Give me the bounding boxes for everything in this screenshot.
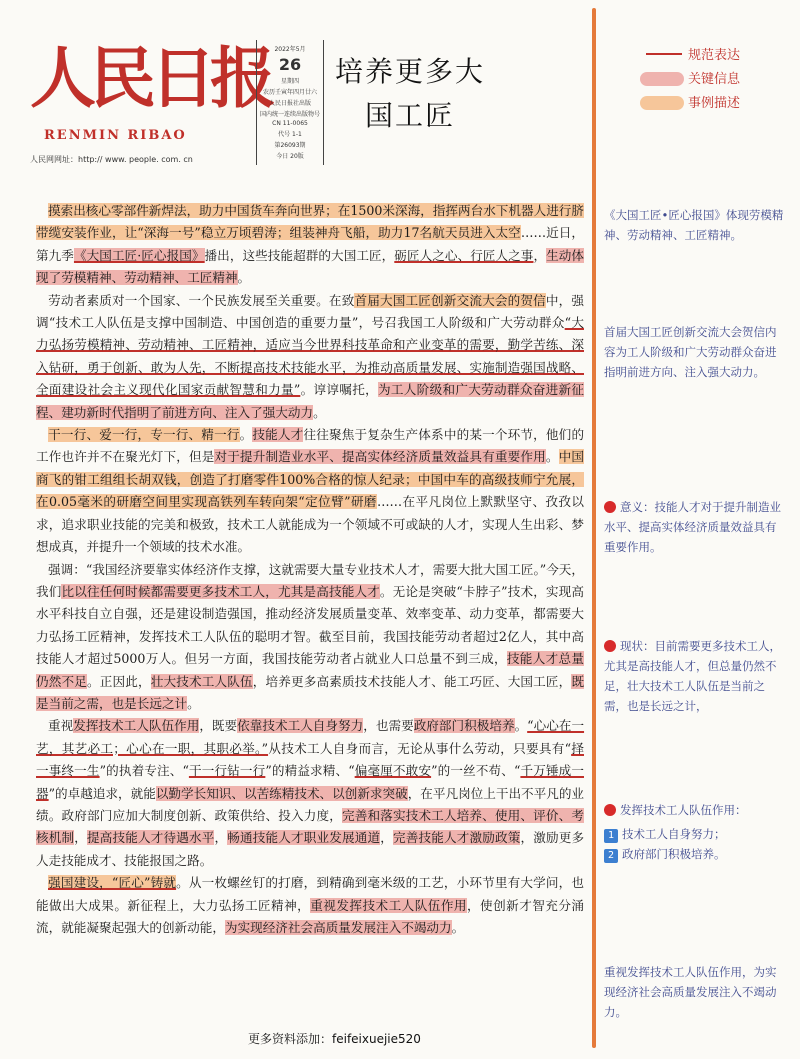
- note-1: 《大国工匠•匠心报国》体现劳模精神、劳动精神、工匠精神。: [604, 208, 784, 242]
- red-dot-icon: [604, 501, 616, 513]
- legend-row-key: [640, 66, 790, 90]
- text-span: ，: [380, 830, 393, 846]
- text-span: 。: [313, 404, 326, 420]
- text-span: ”的一丝不苟、“: [431, 763, 521, 779]
- text-span: 。从一枚螺丝钉的打磨，到精确到毫米级的工艺，小环节里有大学问，也能做出大成果。新征程上，大力弘扬工匠精神，: [36, 875, 584, 913]
- note-4: [604, 636, 784, 716]
- legend-row-rule: [640, 42, 790, 66]
- text-span: 中，强调“技术工人队伍是支撑中国制造、中国创造的重要力量”，号召我国工人阶级和广大劳动群众: [36, 292, 585, 331]
- key-highlight: 为实现经济社会高质量发展注入不竭动力: [224, 920, 452, 935]
- text-span: 。: [187, 695, 200, 711]
- text-span: ，培养更多高素质技术技能人才、能工巧匠、大国工匠，: [252, 673, 572, 689]
- fact-highlight: 干一行、爱一行，专一行、精一行: [48, 427, 240, 443]
- note-5: [604, 800, 784, 864]
- logo-subtitle: RENMIN RIBAO: [44, 128, 187, 143]
- note-4-text: 现状：目前需要更多技术工人，尤其是高技能人才，但总量仍然不足，壮大技术工人队伍是当前之需，也是长远之计，: [604, 639, 781, 713]
- footer-contact: 更多资料添加：feifeixuejie520: [248, 1032, 421, 1046]
- masthead-day: 26: [278, 55, 302, 74]
- text-span: ，: [533, 247, 547, 263]
- text-span: 。正因此，: [87, 673, 151, 689]
- masthead-weekday: 星期四: [280, 78, 299, 85]
- fact-highlight: 强国建设，“匠心”铸就: [48, 875, 177, 891]
- paragraph-4: [36, 559, 584, 716]
- note-5-item-2-text: 政府部门积极培养。: [622, 847, 726, 861]
- note-5-heading: [604, 800, 784, 820]
- legend-text-key: 关键信息: [688, 72, 741, 87]
- red-dot-icon: [604, 804, 616, 816]
- paragraph-1: [36, 200, 584, 290]
- key-highlight: 技能人才: [252, 427, 304, 443]
- text-span: 重视: [48, 718, 74, 734]
- fact-highlight: 摸索出核心零部件新焊法，助力中国货车奔向世界；在1500米深海，指挥两台水下机器人进行脐带缆安装作业，让“深海一号”稳立万顷碧涛；组装神舟飞船，助力17名航天员进入太空: [36, 203, 584, 241]
- rule-underline: 千万锤成一器: [36, 763, 584, 801]
- masthead-serial: 国内统一连续出版物号: [259, 111, 320, 118]
- key-highlight: 发挥技术工人队伍作用: [73, 718, 200, 734]
- text-span: ，也需要: [363, 718, 414, 734]
- legend-text-fact: 事例描述: [688, 96, 741, 111]
- masthead-code: 代号 1-1: [278, 131, 302, 138]
- key-highlight: 为工人阶级和广大劳动群众奋进新征程、建功新时代指明了前进方向、注入了强大动力: [36, 382, 585, 420]
- note-6: 重视发挥技术工人队伍作用，为实现经济社会高质量发展注入不竭动力。: [604, 965, 777, 1019]
- note-5-text: 发挥技术工人队伍作用：: [620, 803, 747, 817]
- text-span: 播出，这些技能超群的大国工匠，: [204, 247, 395, 263]
- note-2: 首届大国工匠创新交流大会贺信内容为工人阶级和广大劳动群众奋进指明前进方向、注入强大动力。: [604, 325, 777, 379]
- key-highlight: 技能人才总量仍然不足: [36, 651, 584, 689]
- masthead-publisher: 人民日报社出版: [268, 100, 311, 107]
- rule-underline: 择一事终一生: [36, 740, 584, 779]
- text-span: ”的精益求精、“: [265, 763, 355, 779]
- legend: [640, 42, 790, 114]
- key-highlight: 比以往任何时候都需要更多技术工人，尤其是高技能人才: [61, 583, 380, 599]
- masthead-pages: 今日 20版: [276, 153, 304, 160]
- text-span: ，: [74, 830, 87, 846]
- text-span: 往往聚焦于复杂生产体系中的某一个环节，他们的工作也许并不在聚光灯下，但是: [36, 427, 585, 465]
- rule-underline: “大力弘扬劳模精神、劳动精神、工匠精神，适应当今世界科技革命和产业变革的需要，勤学苦练、深入钻研，勇于创新、敢为人先，不断提高技术技能水平，为推动高质量发展、实施制造强国战略、全面建设社会主义现代化国家贡献智慧和力量”: [36, 315, 584, 398]
- key-highlight: 完善技能人才激励政策: [392, 830, 521, 846]
- text-span: 。: [451, 920, 465, 935]
- key-highlight: 以勤学长知识、以苦练精技术、以创新求突破: [155, 785, 408, 801]
- legend-text-rule: 规范表达: [688, 48, 741, 63]
- number-one-icon: 1: [604, 829, 618, 843]
- fact-highlight: 首届大国工匠创新交流大会的贺信: [354, 292, 546, 308]
- newspaper-logo: [30, 38, 270, 168]
- legend-swatch-fact: [640, 96, 684, 110]
- text-span: ，: [214, 830, 228, 846]
- red-dot-icon: [604, 640, 616, 652]
- text-span: ……在平凡岗位上默默坚守、孜孜以求，追求职业技能的完美和极致，技术工人就能成为一个领域不可或缺的人才，实现人生出彩、梦想成真，并提升一个领域的技术水准。: [36, 494, 585, 555]
- rule-underline: “心心在一艺，其艺必工；心心在一职，其职必举。”: [36, 718, 585, 756]
- text-span: ，激励更多人走技能成才、技能报国之路。: [36, 830, 585, 868]
- note-5-item-1-text: 技术工人自身努力；: [622, 827, 726, 841]
- text-span: ”的执着专注、“: [99, 763, 189, 779]
- note-3: [604, 497, 784, 557]
- legend-swatch-key: [640, 72, 684, 86]
- key-highlight: 壮大技术工人队伍: [150, 673, 253, 689]
- paragraph-2: [36, 290, 584, 424]
- rule-underline: 砺匠人之心、行匠人之事: [394, 247, 534, 263]
- text-span: 。: [514, 718, 528, 734]
- legend-line-icon: [646, 53, 682, 55]
- masthead-info: [256, 40, 324, 165]
- paragraph-6: [36, 872, 584, 939]
- key-highlight: 完善和落实技术工人培养、使用、评价、考核机制: [36, 807, 585, 846]
- text-span: ，既要: [199, 718, 238, 734]
- masthead-date: 2022年5月: [274, 46, 306, 53]
- key-highlight: 重视发挥技术工人队伍作用: [310, 897, 467, 913]
- article-body: [36, 200, 584, 939]
- text-span: 强调：“我国经济要靠实体经济作支撑，这就需要大量专业技术人才，需要大批大国工匠。”今天，我们: [36, 561, 584, 599]
- text-span: ”的卓越追求，就能: [48, 785, 156, 801]
- text-span: ，使创新才智充分涌流，就能凝聚起强大的创新动能，: [36, 897, 585, 935]
- text-span: ，在平凡岗位上干出不平凡的业绩。政府部门应加大制度创新、政策供给、投入力度，: [36, 785, 585, 823]
- text-span: ……近日，第九季: [36, 225, 585, 263]
- key-highlight: 《大国工匠·匠心报国》: [73, 247, 205, 263]
- page-title: 培养更多大国工匠: [334, 55, 485, 132]
- text-span: 。谆谆嘱托，: [300, 382, 378, 398]
- note-3-text: 意义：技能人才对于提升制造业水平、提高实体经济质量效益具有重要作用。: [604, 500, 781, 554]
- text-span: 劳动者素质对一个国家、一个民族发展至关重要。在致: [48, 292, 355, 308]
- note-5-item-1: [604, 824, 784, 844]
- key-highlight: 对于提升制造业水平、提高实体经济质量效益具有重要作用: [214, 449, 546, 465]
- key-highlight: 畅通技能人才职业发展通道: [227, 830, 381, 846]
- note-5-item-2: [604, 844, 784, 864]
- key-highlight: 依靠技术工人自身努力: [237, 718, 364, 734]
- text-span: 。: [545, 449, 559, 465]
- key-highlight: 既是当前之需，也是长远之计: [36, 673, 585, 711]
- paragraph-5: [36, 715, 584, 872]
- legend-row-fact: [640, 90, 790, 114]
- key-highlight: 提高技能人才待遇水平: [87, 830, 215, 846]
- masthead-cn: CN 11-0065: [272, 120, 308, 127]
- masthead-issue: 第26093期: [274, 142, 306, 149]
- text-span: 。无论是突破“卡脖子”技术，实现高水平科技自立自强，还是建设制造强国，推动经济发展质量变革、效率变革、动力变革，都需要大力弘扬工匠精神，发挥技术工人队伍的聪明才智。截至目前，我国技能劳动者超过2亿人，其中高技能人才超过5000万人。但另一方面，我国技能劳动者占就业人口总量不到三成，: [36, 583, 585, 667]
- paragraph-3: [36, 424, 584, 558]
- number-two-icon: 2: [604, 849, 618, 863]
- text-span: 从技术工人自身而言，无论从事什么劳动，只要具有“: [268, 740, 572, 756]
- masthead-lunar: 农历壬寅年四月廿六: [262, 89, 317, 96]
- rule-underline: 干一行钻一行: [188, 763, 266, 779]
- margin-divider: [592, 8, 596, 1048]
- key-highlight: 生动体现了劳模精神、劳动精神、工匠精神: [36, 247, 585, 286]
- text-span: 。: [239, 427, 253, 443]
- logo-title: 人民日报: [30, 39, 270, 117]
- text-span: 。: [237, 270, 251, 286]
- logo-url: 人民网网址：http:// www. people. com. cn: [30, 155, 193, 164]
- key-highlight: 政府部门积极培养: [413, 718, 515, 734]
- fact-highlight: 中国商飞的钳工组组长胡双钱，创造了打磨零件100%合格的惊人纪录；中国中车的高级技师宁允展，在0.05毫米的研磨空间里实现高铁列车转向架“定位臂”研磨: [36, 449, 585, 510]
- rule-underline: 偏毫厘不敢安: [354, 763, 432, 779]
